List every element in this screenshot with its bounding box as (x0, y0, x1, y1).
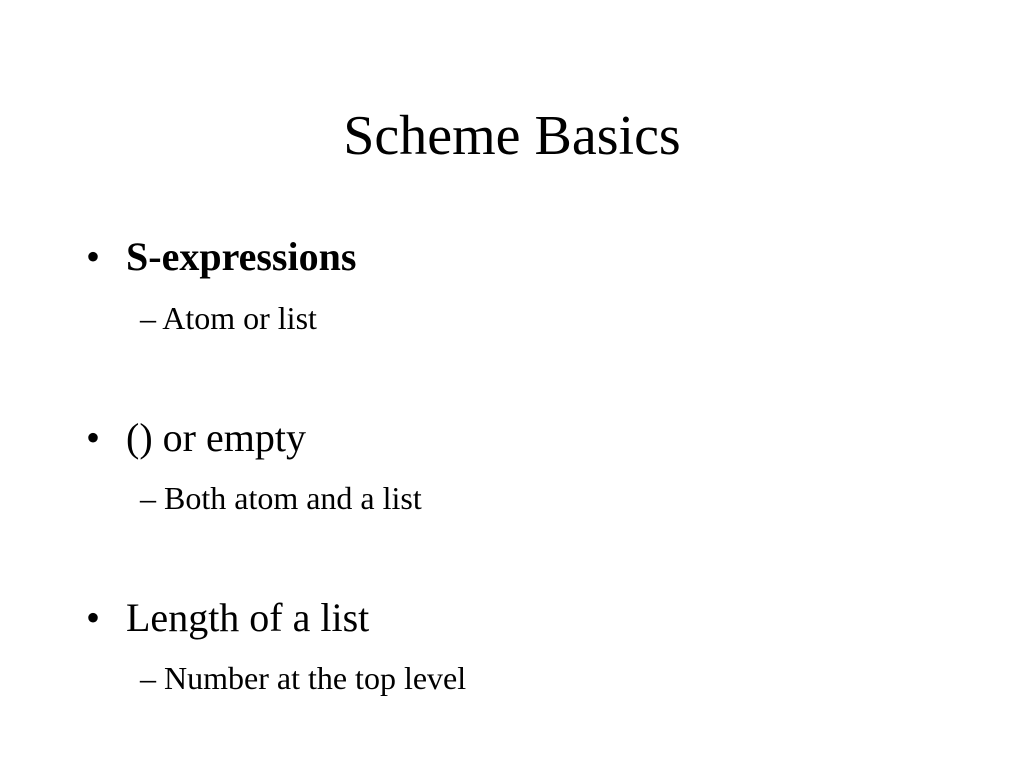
slide-title: Scheme Basics (343, 105, 681, 167)
bullet-text: () or empty (126, 415, 306, 460)
bullet-text: Length of a list (126, 595, 370, 640)
bullet-item-length-of-list (86, 594, 369, 642)
dash-icon: – (140, 300, 156, 336)
bullet-icon: • (86, 234, 101, 279)
sub-item-text: Both atom and a list (164, 480, 422, 516)
bullet-item-empty (86, 414, 306, 462)
bullet-text: S-expressions (126, 234, 357, 279)
sub-item-atom-or-list (140, 298, 317, 338)
sub-item-text: Atom or list (162, 300, 317, 336)
bullet-item-s-expressions (86, 233, 356, 281)
sub-item-number-top-level (140, 658, 466, 698)
sub-item-text: Number at the top level (164, 660, 467, 696)
bullet-icon: • (86, 595, 101, 640)
bullet-icon: • (86, 415, 101, 460)
dash-icon: – (140, 480, 156, 516)
sub-item-both-atom-and-list (140, 478, 422, 518)
dash-icon: – (140, 660, 156, 696)
